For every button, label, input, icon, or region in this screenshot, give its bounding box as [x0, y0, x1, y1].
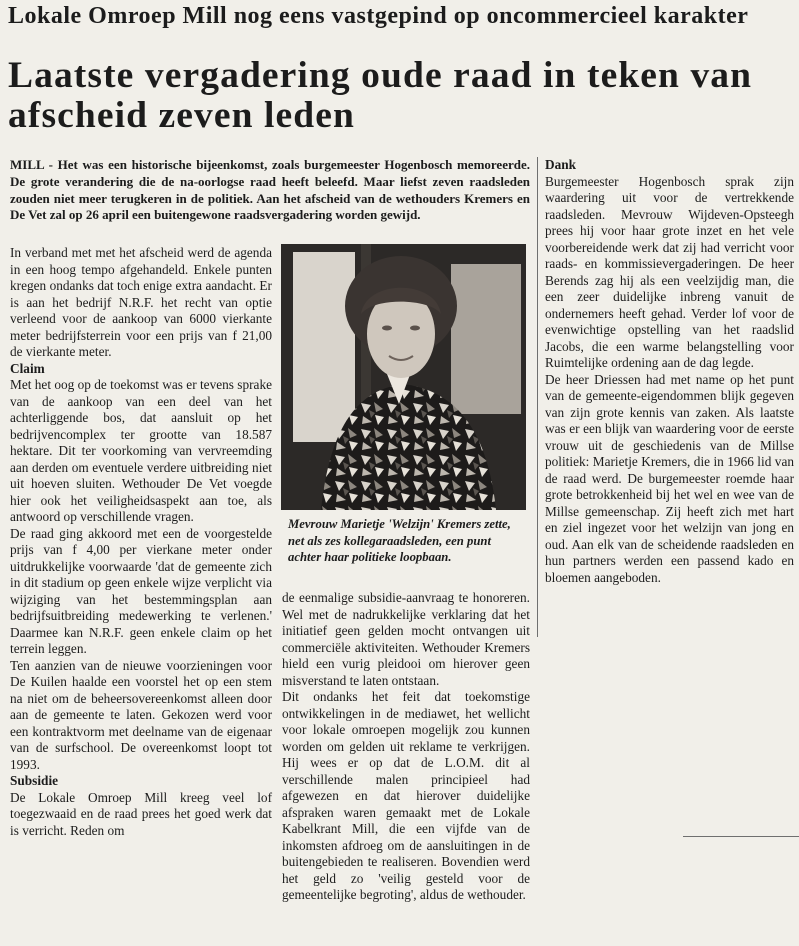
- article-kicker: Lokale Omroep Mill nog eens vastgepind op oncommercieel karakter: [8, 3, 749, 29]
- column2-paragraph: Dit ondanks het feit dat toekomstige ontwikkelingen in de mediawet, het wellicht voor lokale omroepen mogelijk zou kunnen worden om gelden uit reklame te verkrijgen. Hij wees er op dat de L.O.M. dit al verschillende malen principieel had afgewezen en dat hierover duidelijke afspraken waren gemaakt met de Lokale Kabelkrant Mill, die een vijfde van de inkomsten afdroeg om de aansluitingen in de buitengebieden te realiseren. Bovendien werd het geld zo 'veilig gesteld voor de gemeentelijke begroting', aldus de wethouder.: [282, 689, 530, 902]
- lead-dateline: MILL -: [10, 157, 53, 172]
- article-column-2: [282, 590, 530, 904]
- column1-paragraph: Met het oog op de toekomst was er tevens sprake van de aankoop van een deel van het achterliggende bos, dat aansluit op het bedrijvencomplex ter grootte van 18.587 hektare. Dit ter voorkoming van vervreemding aan derden om eventuele verdere uitbreiding niet uit hoeven sluiten. Wethouder De Vet voegde hier ook het veiligheidsaspekt aan toe, als antwoord op verschillende vragen.: [10, 377, 272, 524]
- column2-paragraph: de eenmalige subsidie-aanvraag te honoreren. Wel met de nadrukkelijke verklaring dat het initiatief geen gelden mocht ontvangen uit commerciële aktiviteiten. Wethouder Kremers hield een vurig pleidooi om hierover geen misverstand te laten ontstaan.: [282, 590, 530, 688]
- subheading-claim: Claim: [10, 360, 45, 376]
- column3-paragraph: De heer Driessen had met name op het punt van de gemeente-eigendommen blijk gegeven van zijn grote kennis van zaken. Als laatste was er een blijk van waardering voor de eerste vrouw uit de geschiedenis van de Millse politiek: Marietje Kremers, die in 1966 lid van de raad werd. De burgemeester roemde haar grote betrokkenheid bij het wel en wee van de Millse gemeenschap. Zij heeft zich met hart en ziel ingezet voor het welzijn van jong en oud. Aan elk van de scheidende raadsleden en hun partners werden een passend kado en bloemen aangeboden.: [545, 371, 794, 585]
- subheading-subsidie: Subsidie: [10, 773, 59, 788]
- column-divider: [537, 157, 538, 637]
- article-column-3: [545, 157, 794, 586]
- article-column-1: [10, 245, 272, 839]
- subheading-dank: Dank: [545, 157, 577, 172]
- column1-paragraph: De raad ging akkoord met een de voorgestelde prijs van f 4,00 per vierkane meter onder uitdrukkelijke voorwaarde 'dat de gemeente zich in dit stadium op geen enkele wijze verplicht via wijziging van het bestemmingsplan aan bedrijfsuitbreiding medewerking te verlenen.' Daarmee kan N.R.F. geen enkele claim op het terrein leggen.: [10, 525, 272, 656]
- lead-text: Het was een historische bijeenkomst, zoals burgemeester Hogenbosch memoreerde. De grote verandering die de na-oorlogse raad heeft beleefd. Maar liefst zeven raadsleden zouden niet meer terugkeren in de politiek. Aan het afscheid van de wethouders Kremers en De Vet zal op 26 april een buitengewone raadsvergadering worden gewijd.: [10, 157, 530, 223]
- article-headline: Laatste vergadering oude raad in teken van afscheid zeven leden: [8, 55, 753, 136]
- portrait-illustration: [281, 244, 526, 510]
- column1-paragraph: De Lokale Omroep Mill kreeg veel lof toegezwaaid en de raad prees het goed werk dat is verricht. Reden om: [10, 789, 272, 838]
- end-rule: [683, 836, 799, 837]
- column1-paragraph: In verband met met het afscheid werd de agenda in een hoog tempo afgehandeld. Enkele punten kregen ondanks dat toch enige extra aandacht. Er is aan het bedrijf N.R.F. het recht van optie verleend voor de aankoop van 6000 vierkante meter bedrijfsterrein voor een prijs van f 21,00 de vierkante meter.: [10, 245, 272, 359]
- column3-paragraph: Burgemeester Hogenbosch sprak zijn waardering uit voor de vertrekkende raadsleden. Mevrouw Wijdeven-Opsteegh prees hij voor haar grote inzet en het vele voorbereidende werk dat zij had verricht voor raads- en kommissievergaderingen. De heer Berends zag hij als een veelzijdig man, die een zeer duidelijke inbreng vanuit de ondernemers heeft gehad. Verder lof voor de evenwichtige opstelling van het raadslid Jacobs, die een warme belangstelling voor Ruimtelijke ordening aan de dag legde.: [545, 173, 794, 370]
- portrait-photo: [281, 244, 526, 510]
- column1-paragraph: Ten aanzien van de nieuwe voorzieningen voor De Kuilen haalde een voorstel het op een stem na niet om de beheersovereenkomst alleen door aan de gemeente te laten. Gekozen werd voor een kontraktvorm met deelname van de eigenaar van de surfschool. De overeenkomst loopt tot 1993.: [10, 657, 272, 772]
- article-lead: [10, 157, 530, 224]
- photo-caption: Mevrouw Marietje 'Welzijn' Kremers zette, net als zes kollegaraadsleden, een punt achter haar politieke loopbaan.: [288, 517, 511, 564]
